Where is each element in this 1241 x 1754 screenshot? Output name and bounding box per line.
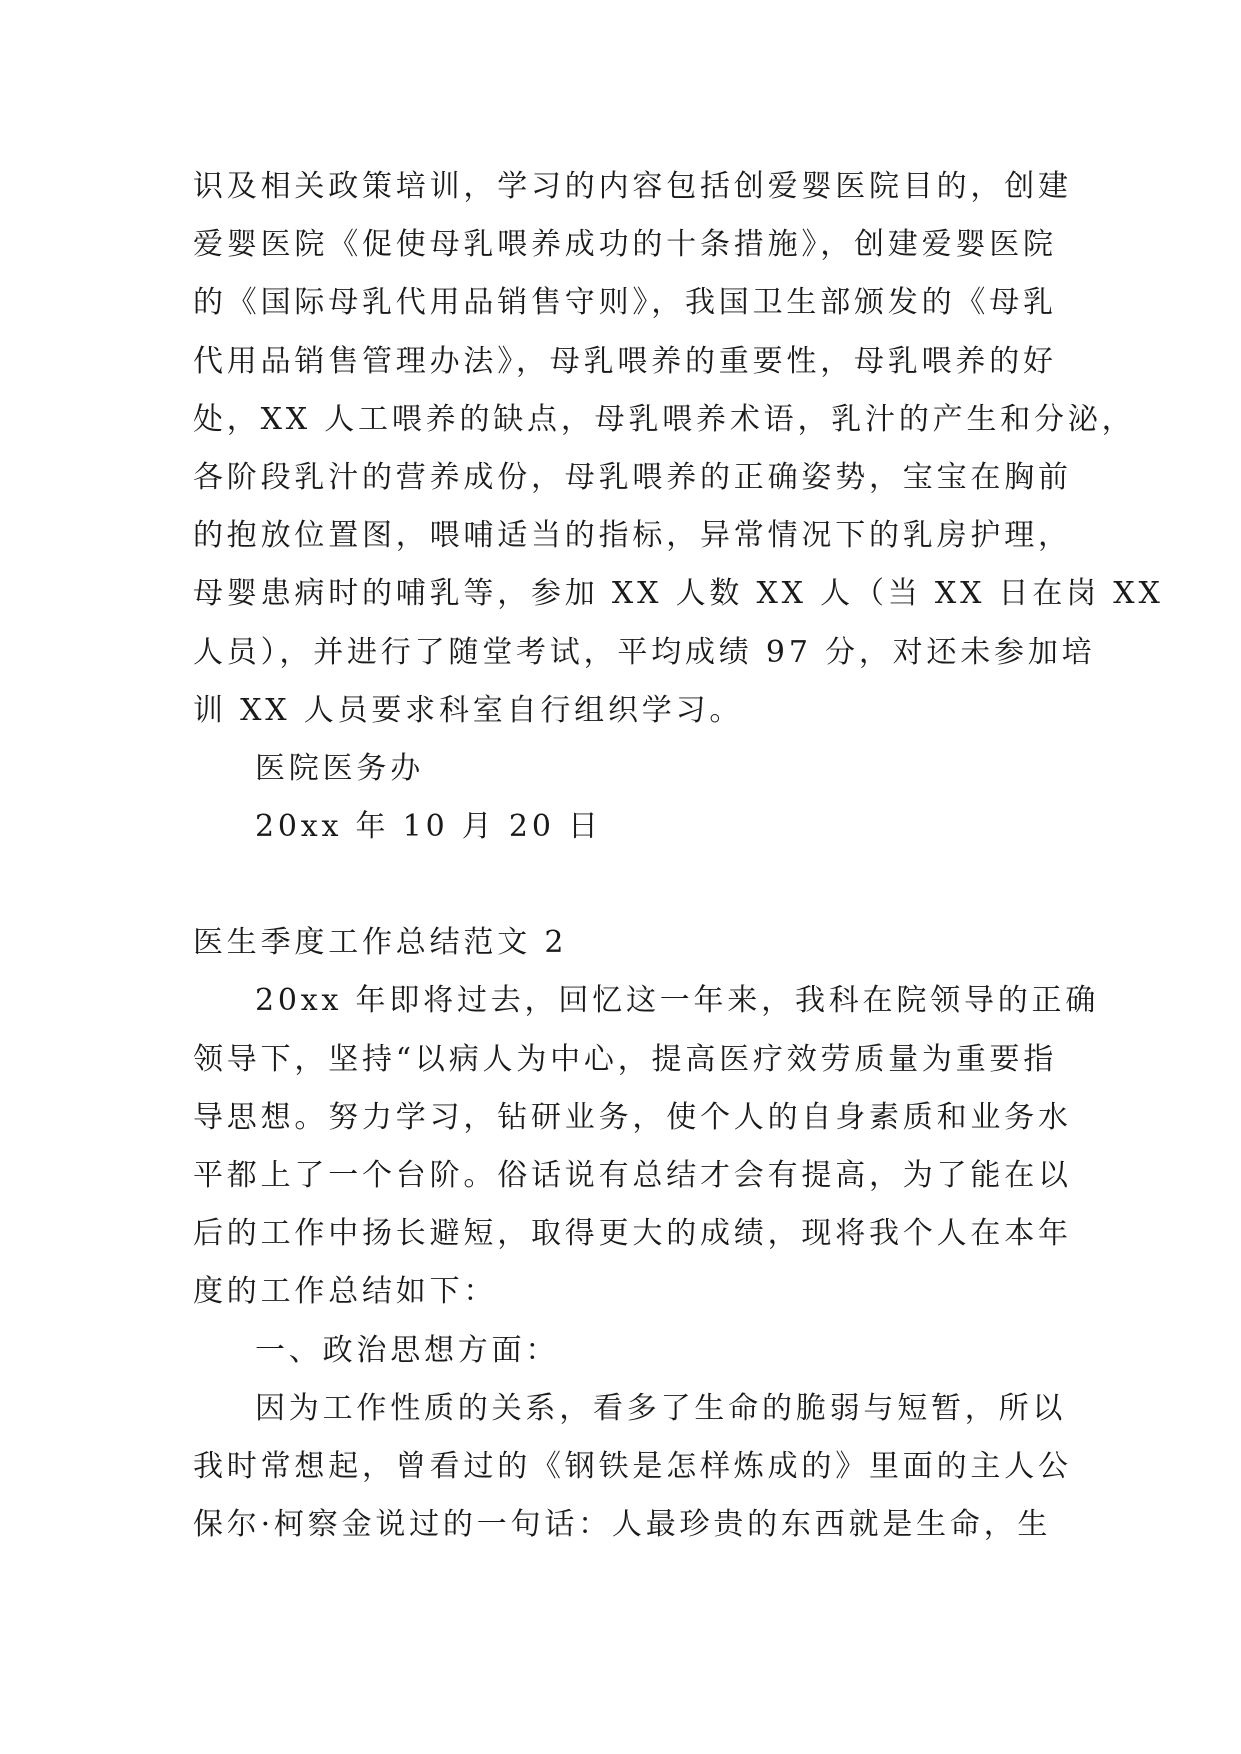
document-body: [193, 158, 1164, 1554]
text-line: 识及相关政策培训，学习的内容包括创爱婴医院目的，创建: [193, 169, 1072, 204]
text-line: 各阶段乳汁的营养成份，母乳喂养的正确姿势，宝宝在胸前: [193, 459, 1072, 495]
signature-org: 医院医务办: [255, 750, 424, 786]
text-line: 度的工作总结如下：: [193, 1274, 498, 1310]
text-line: 领导下，坚持“以病人为中心，提高医疗效劳质量为重要指: [193, 1041, 1058, 1077]
text-line: 后的工作中扬长避短，取得更大的成绩，现将我个人在本年: [193, 1216, 1072, 1252]
signature-block: [193, 740, 1053, 856]
text-line: 人员），并进行了随堂考试，平均成绩 97 分，对还未参加培: [193, 634, 1096, 670]
section-title: 医生季度工作总结范文 2: [193, 925, 568, 961]
text-line: 保尔·柯察金说过的一句话：人最珍贵的东西就是生命，生: [193, 1507, 1052, 1543]
text-line: 因为工作性质的关系，看多了生命的脆弱与短暂，所以: [255, 1390, 1067, 1426]
text-line: 处，XX 人工喂养的缺点，母乳喂养术语，乳汁的产生和分泌，: [193, 401, 1136, 437]
text-line: 20xx 年即将过去，回忆这一年来，我科在院领导的正确: [255, 983, 1100, 1019]
text-line: 爱婴医院《促使母乳喂养成功的十条措施》，创建爱婴医院: [193, 227, 1057, 263]
text-line: 我时常想起，曾看过的《钢铁是怎样炼成的》里面的主人公: [193, 1448, 1072, 1484]
text-line: 的抱放位置图，喂哺适当的指标，异常情况下的乳房护理，: [193, 518, 1072, 554]
text-line: 导思想。努力学习，钻研业务，使个人的自身素质和业务水: [193, 1099, 1072, 1135]
paragraph-intro: [193, 972, 1100, 1321]
text-line: 训 XX 人员要求科室自行组织学习。: [193, 692, 744, 728]
section-2: [193, 914, 1100, 1554]
signature-date: 20xx 年 10 月 20 日: [255, 809, 602, 845]
paragraph-political: [193, 1380, 1072, 1555]
text-line: 母婴患病时的哺乳等，参加 XX 人数 XX 人（当 XX 日在岗 XX: [193, 576, 1164, 612]
text-line: 代用品销售管理办法》，母乳喂养的重要性，母乳喂养的好: [193, 343, 1057, 379]
text-line: 的《国际母乳代用品销售守则》，我国卫生部颁发的《母乳: [193, 285, 1057, 321]
paragraph-training: [193, 158, 1164, 740]
blank-spacer: [193, 856, 1053, 914]
subheading-political: 一、政治思想方面：: [255, 1332, 560, 1368]
text-line: 平都上了一个台阶。俗话说有总结才会有提高，为了能在以: [193, 1158, 1072, 1193]
